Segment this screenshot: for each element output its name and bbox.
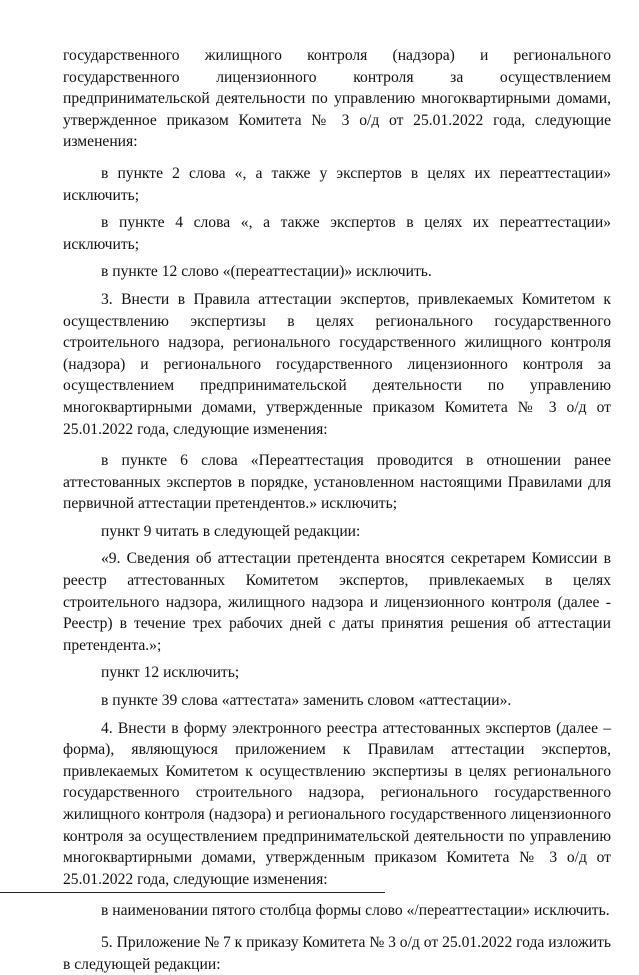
paragraph-item-6: в пункте 6 слова «Переаттестация проводится в отношении ранее аттестованных экспертов в порядке, установленном настоящими Правилами для первичной аттестации претендентов.» исключить; (63, 452, 611, 513)
paragraph-item-2: в пункте 2 слова «, а также у экспертов в целях их переаттестации» исключить; (63, 164, 611, 204)
paragraph-continuation: государственного жилищного контроля (надзора) и регионального государственного лицензионного контроля за осуществлением предпринимательской деятельности по управлению многоквартирными домами, утвержденное приказом Комитета № 3 о/д от 25.01.2022 года, следующие изменения: (63, 47, 611, 151)
paragraph-item-9-intro: пункт 9 читать в следующей редакции: (101, 522, 361, 540)
paragraph-section-3: 3. Внести в Правила аттестации экспертов, привлекаемых Комитетом к осуществлению экспертизы в целях регионального государственного строительного надзора, регионального государственного жилищного контроля (надзора) и регионального государственного лицензионного контроля за осуществлением предпринимательской деятельности по управлению многоквартирными домами, утвержденные приказом Комитета № 3 о/д от 25.01.2022 года, следующие изменения: (63, 290, 611, 438)
paragraph-item-9-text: «9. Сведения об аттестации претендента вносятся секретарем Комиссии в реестр аттестованных Комитетом экспертов, привлекаемых в целях строительного надзора, жилищного надзора и лицензионного контроля (далее - Реестр) в течение трех рабочих дней с даты принятия решения об аттестации претендента.»; (63, 550, 611, 654)
paragraph-item-12: в пункте 12 слово «(переаттестации)» исключить. (101, 263, 432, 281)
paragraph-item-39: в пункте 39 слова «аттестата» заменить словом «аттестации». (101, 692, 512, 710)
paragraph-column-name: в наименовании пятого столбца формы слово «/переаттестации» исключить. (101, 902, 610, 920)
paragraph-section-5: 5. Приложение № 7 к приказу Комитета № 3 о/д от 25.01.2022 года изложить в следующей редакции: (63, 933, 611, 973)
paragraph-item-4: в пункте 4 слова «, а также экспертов в целях их переаттестации» исключить; (63, 214, 611, 253)
paragraph-item-12-exclude: пункт 12 исключить; (101, 664, 240, 682)
footer-rule (0, 892, 385, 893)
document-body (63, 45, 611, 975)
paragraph-section-4: 4. Внести в форму электронного реестра аттестованных экспертов (далее – форма), являющуюся приложением к Правилам аттестации экспертов, привлекаемых Комитетом к осуществлению экспертизы в целях регионального государственного строительного надзора, регионального государственного жилищного контроля (надзора) и регионального государственного лицензионного контроля за осуществлением предпринимательской деятельности по управлению многоквартирными домами, утвержденным приказом Комитета № 3 о/д от 25.01.2022 года, следующие изменения: (63, 719, 611, 888)
